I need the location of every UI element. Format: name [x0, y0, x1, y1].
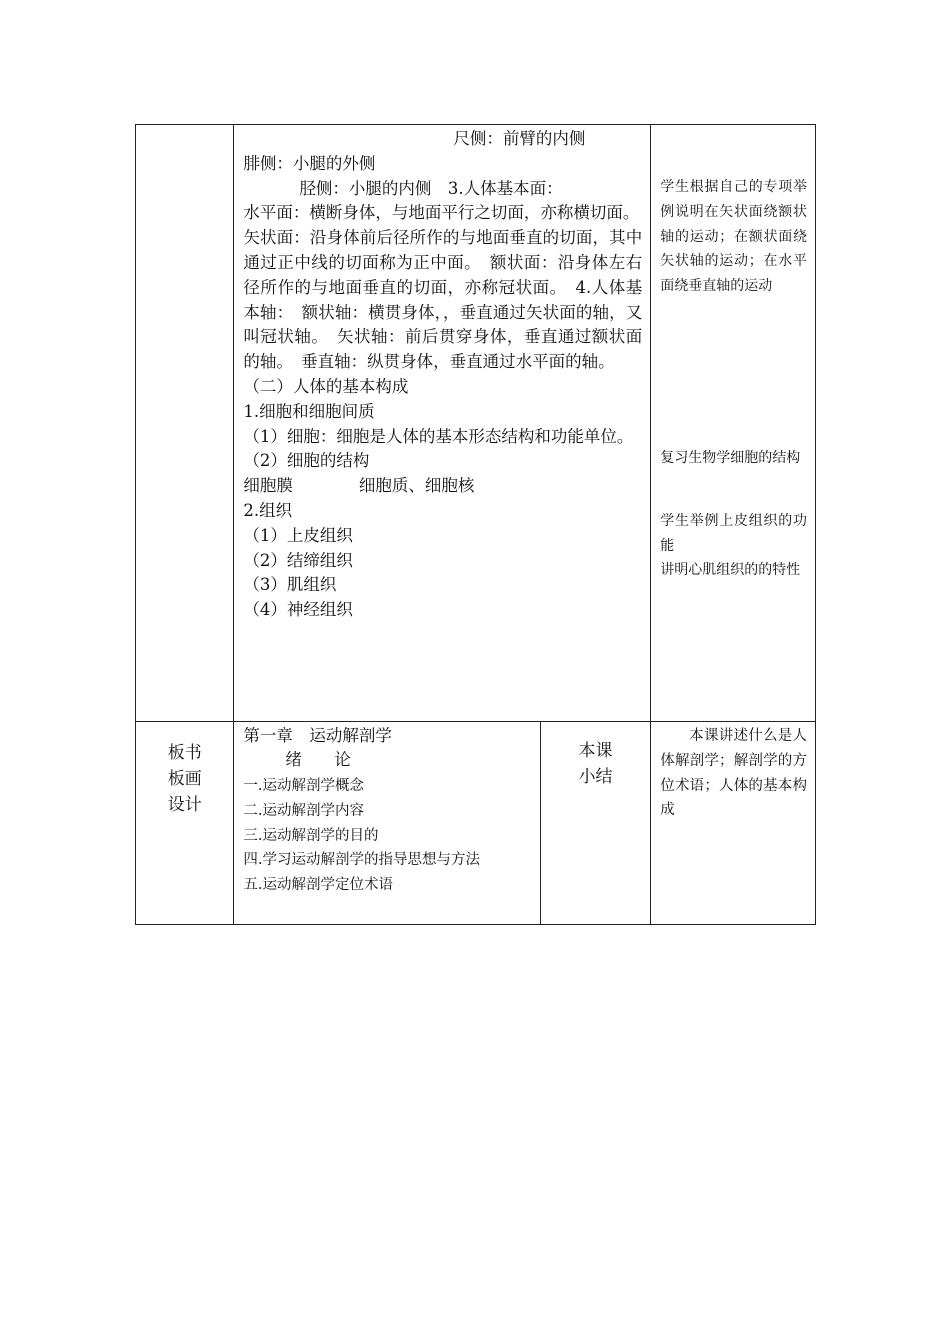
board-label-line: 板画: [167, 769, 202, 789]
summary-cell: [651, 722, 816, 925]
board-item: 三.运动解剖学的目的: [243, 827, 379, 844]
content-line: （1）上皮组织: [243, 525, 353, 545]
activity-note: 学生举例上皮组织的功能: [660, 512, 807, 554]
content-paragraph: 矢状面：沿身体前后径所作的与地面垂直的切面，其中通过正中线的切面称为正中面。 额状面：沿身体左右径所作的与地面垂直的切面，亦称冠状面。 4.人体基本轴： 额状轴：横贯身体，，垂直通过矢状面的轴，又叫冠状轴。 矢状轴：前后贯穿身体，垂直通过额状面的轴。 垂直轴：纵贯身体，垂直通过水平面的轴。: [243, 228, 643, 372]
board-design-cell: [234, 722, 540, 925]
empty-label-cell: [136, 125, 234, 722]
content-line: （2）细胞的结构: [243, 451, 370, 471]
board-label-line: 设计: [167, 795, 202, 815]
content-line: 细胞膜 细胞质、细胞核: [243, 476, 475, 496]
content-line: （1）细胞：细胞是人体的基本形态结构和功能单位。: [243, 426, 634, 446]
content-line: （二）人体的基本构成: [243, 376, 409, 396]
board-item: 一.运动解剖学概念: [243, 778, 365, 794]
board-item: 五.运动解剖学定位术语: [243, 877, 394, 894]
board-item: 四.学习运动解剖学的指导思想与方法: [243, 852, 481, 869]
board-row: [136, 722, 816, 925]
board-label-line: 板书: [167, 743, 202, 763]
content-line: 2.组织: [243, 500, 293, 520]
content-line: 腓侧：小腿的外侧: [243, 153, 376, 173]
content-line: （3）肌组织: [243, 575, 337, 595]
content-line: （4）神经组织: [243, 600, 353, 620]
content-line: （2）结缔组织: [243, 550, 353, 570]
board-title: 第一章 运动解剖学: [243, 726, 392, 745]
activity-note: 复习生物学细胞的结构: [660, 449, 801, 466]
board-design-label-cell: [136, 722, 234, 925]
summary-label-cell: [540, 722, 650, 925]
summary-label-line: 本课: [578, 741, 613, 761]
activity-note: 学生根据自己的专项举例说明在矢状面绕额状轴的运动；在额状面绕矢状轴的运动；在水平面绕垂直轴的运动: [660, 179, 807, 295]
board-item: 二.运动解剖学内容: [243, 802, 365, 819]
student-activity-cell: [651, 125, 816, 722]
content-line: 1.细胞和细胞间质: [243, 401, 375, 421]
content-line: 尺侧：前臂的内侧: [453, 129, 586, 148]
board-subtitle: 绪 论: [285, 750, 359, 769]
activity-note: 讲明心肌组织的的特性: [660, 562, 801, 579]
content-line: 水平面：横断身体，与地面平行之切面，亦称横切面。: [243, 203, 640, 223]
summary-label-line: 小结: [578, 767, 613, 787]
summary-text: 本课讲述什么是人体解剖学；解剖学的方位术语；人体的基本构成: [660, 728, 807, 819]
content-row: [136, 125, 816, 722]
content-line: 胫侧：小腿的内侧 3.人体基本面：: [299, 178, 563, 198]
teaching-content-cell: [234, 125, 651, 722]
lesson-plan-table: [135, 124, 816, 925]
